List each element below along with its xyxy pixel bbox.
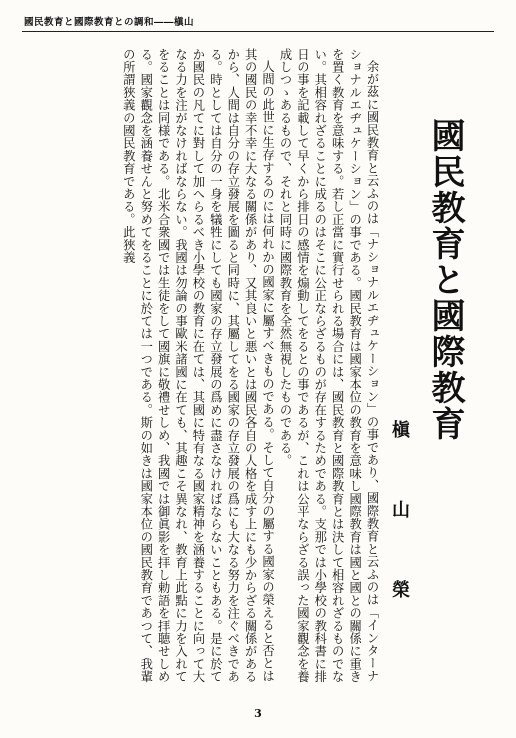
running-header: 國民教育と國際教育との調和――槇山	[24, 17, 195, 28]
body-paragraph-1: 余が茲に國民教育と云ふのは「ナショナルエヂュケーション」の事であり、國際教育と云ふのは「インターナショナルエヂュケーション」の事である。國民教育は國家本位の教育を意味し國際教育は國と國との關係に重きを置く教育を意味する。若し正當に實行せられる場合には、國民教育と國際教育とは決して相容れざるものでない。其相容れざることに成るのはそこに公正ならざるものが存在するためである。支那では小學校の教科書に排日の事を記載して早くから排日の感情を煽動してをるとの事であるが、これは公平ならざる誤った國家觀念を養成しつゝあるもので、それと同時に國際教育を全然無視したものである。	[277, 48, 379, 683]
article-body	[22, 48, 380, 684]
page-number: 3	[254, 707, 262, 720]
body-paragraph-2: 人間の此世に生存するのには何れかの國家に屬すべきものである。そして自分の屬する國家の榮えると否とは其の國民の幸不幸に大なる關係があり、又其良いと悪いとは國民各自の人格を成す上にも少からざる關係があるから、人間は自分の存立發展を圖ると同時に、其屬してをる國家の存立發展の爲にも大なる努力を注ぐべきである。時としては自分の一身を犠牲にしても國家の存立發展の爲めに盡さなければならないこともある。是に於てか國民の凡てに對して加へらるべき小學校の教育に在ては、其國に特有なる國家精神を涵養することに向って大なる力を注がなければならない。我國は勿論の事歐米諸國に在ても、其趣こそ異なれ、教育上此點に力を入れてをることは同様である。北米合衆國では生徒をして國旗に敬禮せしめ、我國では御眞影を拝し勅語を拝聴せしめる。國家觀念を涵養せんと努めてをることに於ては一つである。斯の如きは國家本位の國民教育であつて、我輩の所謂狹義の國民教育である。此狹義	[121, 48, 275, 683]
header-rule	[22, 31, 494, 32]
article-author: 槇 山 榮	[389, 420, 410, 620]
article-title: 國民教育と國際教育	[425, 118, 465, 442]
